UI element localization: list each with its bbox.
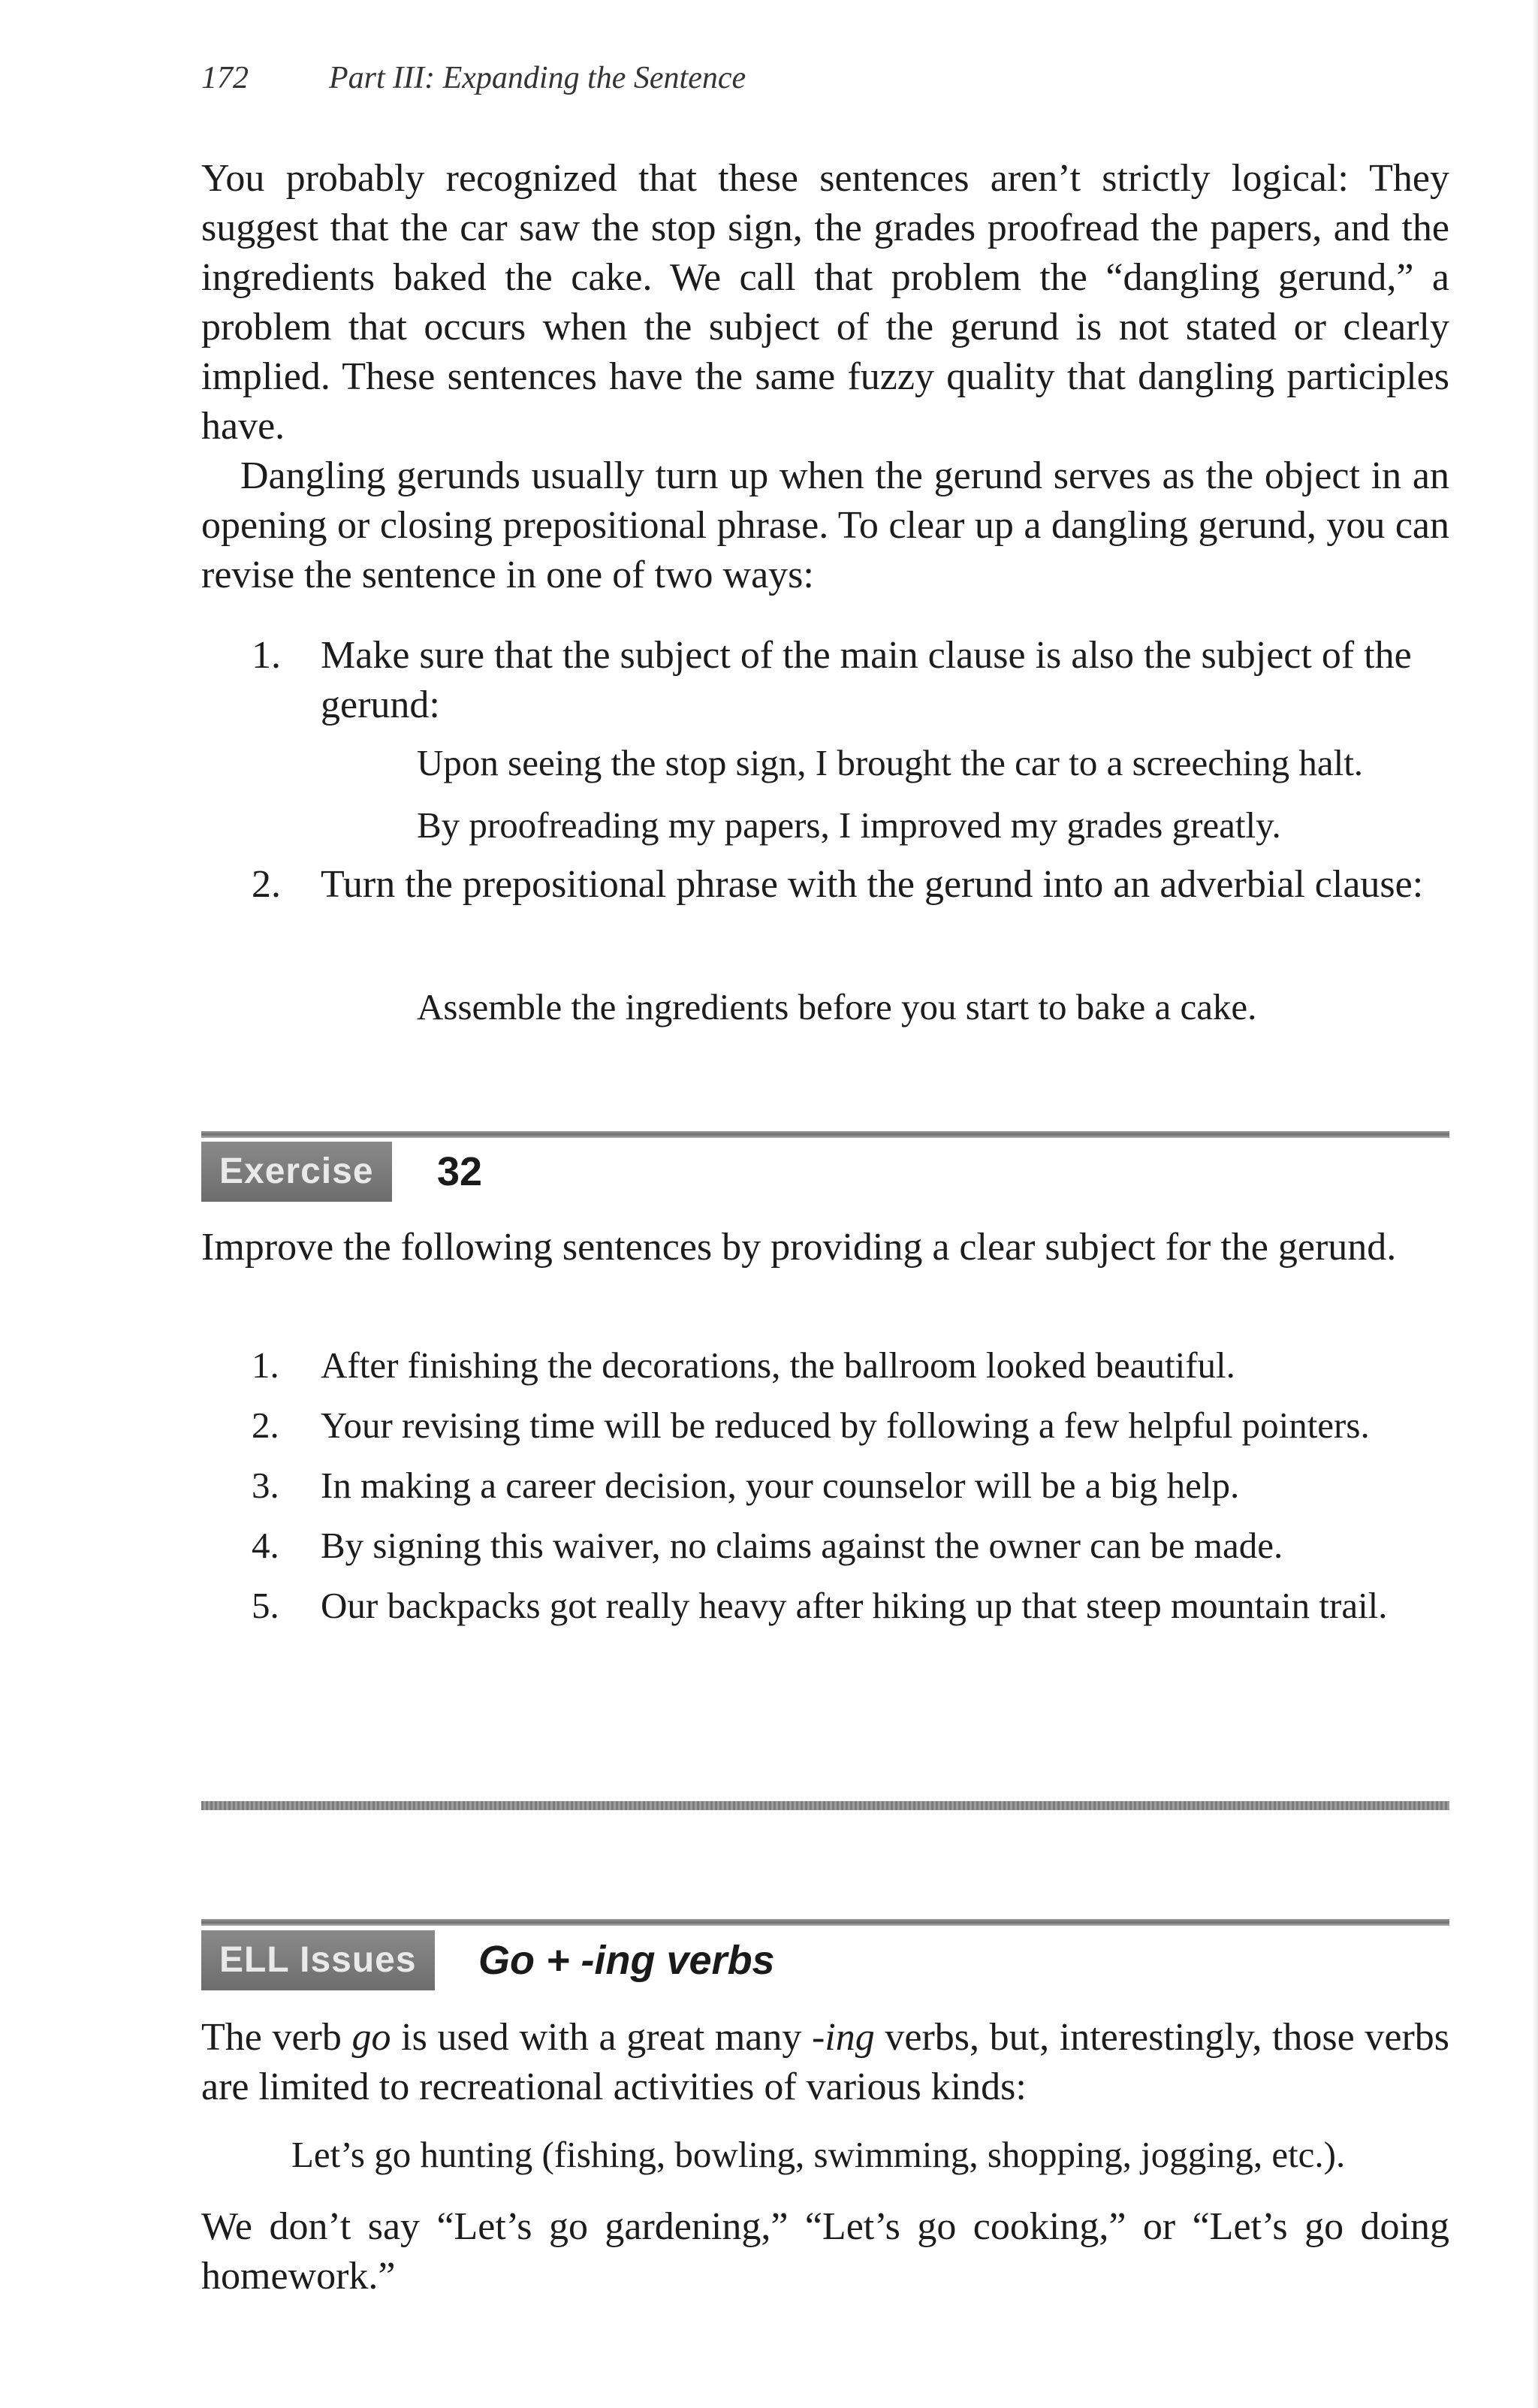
- exercise-list: [252, 1341, 1423, 1641]
- ell-top-rule: [201, 1919, 1449, 1926]
- item-number: 2.: [252, 863, 281, 906]
- item-number: 5.: [252, 1585, 279, 1626]
- item-text: In making a career decision, your counselor will be a big help.: [321, 1465, 1240, 1506]
- method-2: [252, 860, 1453, 910]
- example-sentence-1: Upon seeing the stop sign, I brought the car to a screeching halt.: [417, 742, 1364, 783]
- ell-label: ELL Issues: [201, 1930, 435, 1990]
- exercise-bottom-rule: [201, 1801, 1449, 1810]
- item-number: 2.: [252, 1405, 279, 1446]
- ell-text-c: verbs, but, interestingly, those verbs are limited to recreational activities of various kinds:: [201, 2016, 1449, 2108]
- item-number: 1.: [252, 634, 281, 677]
- item-text: Make sure that the subject of the main clause is also the subject of the gerund:: [321, 634, 1412, 726]
- example-sentence-2: By proofreading my papers, I improved my grades greatly.: [417, 804, 1281, 846]
- ell-suffix-ing: -ing: [811, 2016, 875, 2059]
- item-number: 1.: [252, 1344, 279, 1386]
- item-number: 4.: [252, 1525, 279, 1566]
- exercise-label: Exercise: [201, 1142, 392, 1202]
- exercise-number: 32: [437, 1149, 483, 1194]
- exercise-instructions: [201, 1223, 1449, 1272]
- page-edge-shadow: [1532, 0, 1538, 2408]
- instructions-text: Improve the following sentences by providing a clear subject for the gerund.: [201, 1226, 1397, 1269]
- ell-closing-text: We don’t say “Let’s go gardening,” “Let’s go cooking,” or “Let’s go doing homework.”: [201, 2205, 1449, 2298]
- intro-paragraph-2: Dangling gerunds usually turn up when the gerund serves as the object in an opening or closing prepositional phrase. To clear up a dangling gerund, you can revise the sentence in one of two ways:: [201, 454, 1449, 596]
- item-text: After finishing the decorations, the ballroom looked beautiful.: [321, 1344, 1235, 1386]
- item-text: Our backpacks got really heavy after hiking up that steep mountain trail.: [321, 1585, 1388, 1626]
- item-text: Your revising time will be reduced by following a few helpful pointers.: [321, 1405, 1370, 1446]
- list-item: [252, 860, 1453, 910]
- ell-text-a: The verb: [201, 2016, 352, 2059]
- item-text: Turn the prepositional phrase with the gerund into an adverbial clause:: [321, 863, 1424, 906]
- running-title: Part III: Expanding the Sentence: [329, 61, 746, 95]
- ell-word-go: go: [351, 2016, 391, 2059]
- intro-text: [201, 154, 1449, 600]
- list-item: [252, 1461, 1423, 1510]
- ell-paragraph-2: [201, 2202, 1449, 2301]
- example-sentence-3: Assemble the ingredients before you start to bake a cake.: [417, 986, 1257, 1027]
- list-item: [252, 631, 1453, 730]
- method-1: [252, 631, 1453, 730]
- item-number: 3.: [252, 1465, 279, 1506]
- item-text: By signing this waiver, no claims against the owner can be made.: [321, 1525, 1283, 1566]
- ell-paragraph-1: [201, 2013, 1449, 2112]
- exercise-top-rule: [201, 1131, 1449, 1138]
- running-head: [201, 60, 746, 96]
- list-item: [252, 1521, 1423, 1571]
- ell-example: Let’s go hunting (fishing, bowling, swimming, shopping, jogging, etc.).: [291, 2134, 1346, 2175]
- list-item: [252, 1401, 1423, 1450]
- ell-title: Go + -ing verbs: [478, 1938, 775, 1983]
- intro-paragraph-1: You probably recognized that these sentences aren’t strictly logical: They suggest that the car saw the stop sign, the grades proofread the papers, and the ingredients baked the cake. We call that problem the “dangling gerund,” a problem that occurs when the subject of the gerund is not stated or clearly implied. These sentences have the same fuzzy quality that dangling participles have.: [201, 157, 1449, 448]
- list-item: [252, 1341, 1423, 1390]
- list-item: [252, 1581, 1423, 1631]
- ell-text-b: is used with a great many: [391, 2016, 812, 2059]
- page-number: 172: [201, 61, 249, 95]
